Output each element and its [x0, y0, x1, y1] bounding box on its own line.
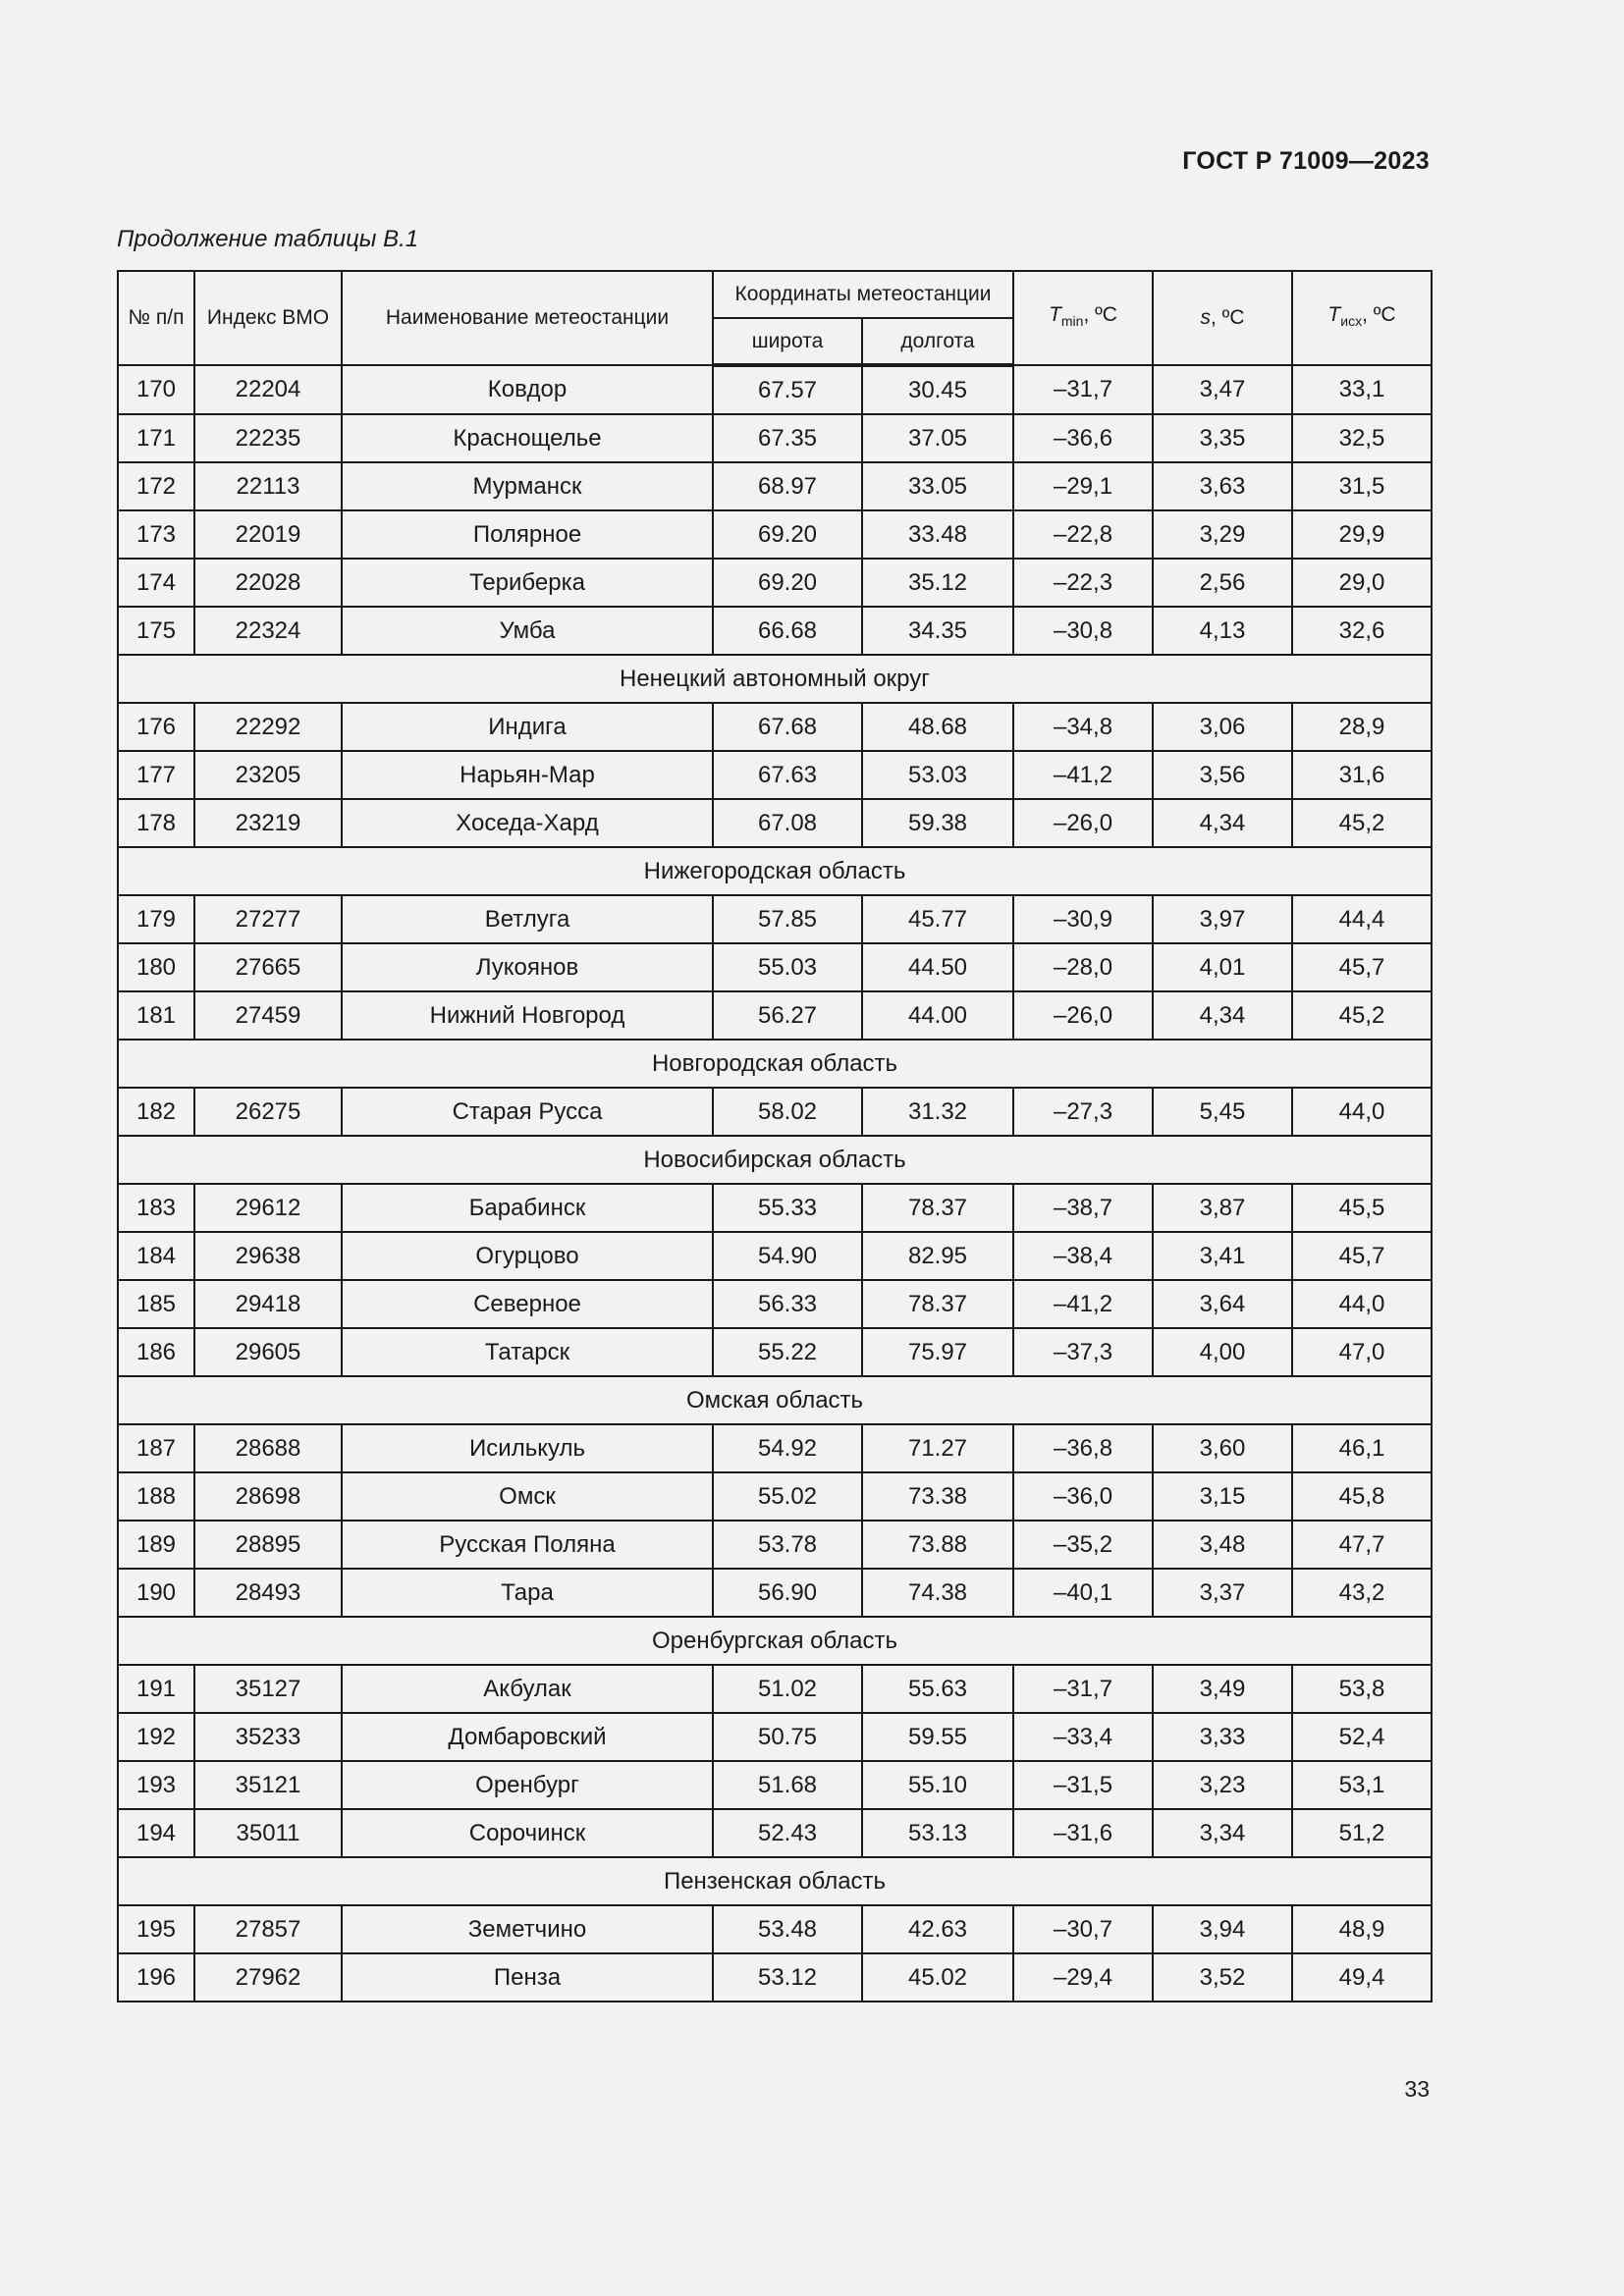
cell-lon: 34.35: [862, 607, 1013, 655]
cell-lat: 68.97: [713, 462, 862, 510]
cell-tisx: 51,2: [1292, 1809, 1432, 1857]
cell-lat: 55.03: [713, 943, 862, 991]
cell-name: Нижний Новгород: [342, 991, 713, 1040]
document-code: ГОСТ Р 71009—2023: [1182, 147, 1430, 175]
region-name: Ненецкий автономный округ: [118, 655, 1432, 703]
cell-tmin: –35,2: [1013, 1521, 1153, 1569]
s-unit: , ºC: [1211, 306, 1245, 329]
table-row: [118, 991, 1432, 1040]
cell-tmin: –38,7: [1013, 1184, 1153, 1232]
stations-table: [117, 270, 1433, 2002]
cell-name: Индига: [342, 703, 713, 751]
cell-tisx: 52,4: [1292, 1713, 1432, 1761]
cell-tisx: 47,0: [1292, 1328, 1432, 1376]
cell-s: 3,97: [1153, 895, 1292, 943]
table-row: [118, 1184, 1432, 1232]
cell-tisx: 45,5: [1292, 1184, 1432, 1232]
cell-index: 35121: [194, 1761, 342, 1809]
cell-name: Пенза: [342, 1953, 713, 2002]
cell-s: 3,15: [1153, 1472, 1292, 1521]
cell-lon: 73.38: [862, 1472, 1013, 1521]
cell-tisx: 33,1: [1292, 365, 1432, 414]
table-row: [118, 510, 1432, 559]
cell-name: Исилькуль: [342, 1424, 713, 1472]
cell-tmin: –40,1: [1013, 1569, 1153, 1617]
col-header-tisx: [1292, 271, 1432, 365]
cell-index: 27962: [194, 1953, 342, 2002]
cell-lon: 48.68: [862, 703, 1013, 751]
cell-tmin: –31,7: [1013, 365, 1153, 414]
table-row: [118, 1280, 1432, 1328]
s-symbol: s: [1200, 306, 1211, 329]
table-body: [118, 365, 1432, 2002]
col-header-coords: Координаты метеостанции: [713, 271, 1013, 318]
cell-tmin: –34,8: [1013, 703, 1153, 751]
cell-name: Лукоянов: [342, 943, 713, 991]
cell-tisx: 47,7: [1292, 1521, 1432, 1569]
region-row: [118, 1376, 1432, 1424]
cell-num: 181: [118, 991, 194, 1040]
cell-tmin: –36,0: [1013, 1472, 1153, 1521]
cell-num: 180: [118, 943, 194, 991]
cell-index: 28493: [194, 1569, 342, 1617]
cell-tmin: –33,4: [1013, 1713, 1153, 1761]
cell-lat: 54.92: [713, 1424, 862, 1472]
cell-lon: 55.10: [862, 1761, 1013, 1809]
tmin-symbol: T: [1049, 303, 1061, 326]
table-row: [118, 1328, 1432, 1376]
table-row: [118, 799, 1432, 847]
cell-lon: 74.38: [862, 1569, 1013, 1617]
table-row: [118, 1088, 1432, 1136]
table-row: [118, 703, 1432, 751]
region-name: Новгородская область: [118, 1040, 1432, 1088]
cell-lon: 31.32: [862, 1088, 1013, 1136]
cell-lon: 33.48: [862, 510, 1013, 559]
cell-tisx: 29,0: [1292, 559, 1432, 607]
cell-lon: 37.05: [862, 414, 1013, 462]
cell-tmin: –26,0: [1013, 991, 1153, 1040]
cell-lon: 71.27: [862, 1424, 1013, 1472]
cell-tisx: 45,2: [1292, 991, 1432, 1040]
col-header-index: Индекс ВМО: [194, 271, 342, 365]
cell-lon: 73.88: [862, 1521, 1013, 1569]
cell-name: Нарьян-Мар: [342, 751, 713, 799]
cell-num: 171: [118, 414, 194, 462]
cell-name: Земетчино: [342, 1905, 713, 1953]
cell-tmin: –31,5: [1013, 1761, 1153, 1809]
cell-s: 3,35: [1153, 414, 1292, 462]
cell-index: 22019: [194, 510, 342, 559]
cell-num: 194: [118, 1809, 194, 1857]
cell-tmin: –37,3: [1013, 1328, 1153, 1376]
cell-index: 35233: [194, 1713, 342, 1761]
cell-s: 5,45: [1153, 1088, 1292, 1136]
cell-tmin: –41,2: [1013, 751, 1153, 799]
cell-lon: 53.13: [862, 1809, 1013, 1857]
cell-name: Ковдор: [342, 365, 713, 414]
cell-tmin: –30,9: [1013, 895, 1153, 943]
cell-s: 3,60: [1153, 1424, 1292, 1472]
cell-lat: 56.27: [713, 991, 862, 1040]
cell-lat: 52.43: [713, 1809, 862, 1857]
tisx-subscript: исх: [1340, 313, 1363, 329]
cell-tisx: 32,6: [1292, 607, 1432, 655]
cell-name: Татарск: [342, 1328, 713, 1376]
cell-name: Омск: [342, 1472, 713, 1521]
cell-s: 4,13: [1153, 607, 1292, 655]
cell-num: 187: [118, 1424, 194, 1472]
cell-tisx: 45,7: [1292, 943, 1432, 991]
cell-tmin: –36,8: [1013, 1424, 1153, 1472]
cell-s: 3,23: [1153, 1761, 1292, 1809]
cell-index: 22235: [194, 414, 342, 462]
cell-lat: 54.90: [713, 1232, 862, 1280]
cell-tisx: 44,4: [1292, 895, 1432, 943]
cell-index: 29612: [194, 1184, 342, 1232]
cell-name: Старая Русса: [342, 1088, 713, 1136]
cell-tmin: –31,7: [1013, 1665, 1153, 1713]
cell-lon: 42.63: [862, 1905, 1013, 1953]
cell-tisx: 53,1: [1292, 1761, 1432, 1809]
cell-lat: 69.20: [713, 510, 862, 559]
cell-tmin: –28,0: [1013, 943, 1153, 991]
cell-num: 179: [118, 895, 194, 943]
cell-tisx: 29,9: [1292, 510, 1432, 559]
cell-index: 28688: [194, 1424, 342, 1472]
cell-tisx: 45,8: [1292, 1472, 1432, 1521]
table-row: [118, 1905, 1432, 1953]
cell-tmin: –36,6: [1013, 414, 1153, 462]
cell-index: 27459: [194, 991, 342, 1040]
cell-lat: 67.57: [713, 365, 862, 414]
table-row: [118, 365, 1432, 414]
cell-lat: 67.35: [713, 414, 862, 462]
cell-index: 28698: [194, 1472, 342, 1521]
cell-tisx: 31,6: [1292, 751, 1432, 799]
cell-tmin: –29,4: [1013, 1953, 1153, 2002]
cell-lat: 51.68: [713, 1761, 862, 1809]
cell-lon: 82.95: [862, 1232, 1013, 1280]
cell-lon: 44.00: [862, 991, 1013, 1040]
cell-index: 29605: [194, 1328, 342, 1376]
table-row: [118, 1472, 1432, 1521]
table-row: [118, 1953, 1432, 2002]
table-row: [118, 1809, 1432, 1857]
cell-index: 22204: [194, 365, 342, 414]
cell-tisx: 45,7: [1292, 1232, 1432, 1280]
cell-index: 29638: [194, 1232, 342, 1280]
cell-tmin: –30,7: [1013, 1905, 1153, 1953]
cell-name: Хоседа-Хард: [342, 799, 713, 847]
cell-num: 174: [118, 559, 194, 607]
cell-tisx: 46,1: [1292, 1424, 1432, 1472]
cell-num: 176: [118, 703, 194, 751]
cell-lon: 30.45: [862, 365, 1013, 414]
cell-lon: 78.37: [862, 1280, 1013, 1328]
cell-s: 4,34: [1153, 991, 1292, 1040]
cell-num: 175: [118, 607, 194, 655]
region-name: Оренбургская область: [118, 1617, 1432, 1665]
cell-tisx: 44,0: [1292, 1088, 1432, 1136]
cell-num: 183: [118, 1184, 194, 1232]
cell-index: 28895: [194, 1521, 342, 1569]
col-header-lat: широта: [713, 318, 862, 365]
cell-name: Сорочинск: [342, 1809, 713, 1857]
cell-s: 4,00: [1153, 1328, 1292, 1376]
region-row: [118, 1040, 1432, 1088]
cell-s: 3,41: [1153, 1232, 1292, 1280]
cell-tmin: –27,3: [1013, 1088, 1153, 1136]
cell-num: 178: [118, 799, 194, 847]
cell-tisx: 48,9: [1292, 1905, 1432, 1953]
cell-tmin: –22,8: [1013, 510, 1153, 559]
cell-index: 35127: [194, 1665, 342, 1713]
table-row: [118, 462, 1432, 510]
cell-lat: 67.08: [713, 799, 862, 847]
table-row: [118, 559, 1432, 607]
cell-s: 2,56: [1153, 559, 1292, 607]
cell-tmin: –31,6: [1013, 1809, 1153, 1857]
cell-tmin: –29,1: [1013, 462, 1153, 510]
cell-s: 3,87: [1153, 1184, 1292, 1232]
cell-lat: 53.12: [713, 1953, 862, 2002]
table-row: [118, 1232, 1432, 1280]
cell-lat: 56.33: [713, 1280, 862, 1328]
cell-index: 27857: [194, 1905, 342, 1953]
tmin-unit: , ºC: [1083, 303, 1117, 326]
tisx-symbol: T: [1327, 303, 1341, 326]
cell-s: 3,63: [1153, 462, 1292, 510]
cell-index: 27665: [194, 943, 342, 991]
cell-num: 196: [118, 1953, 194, 2002]
cell-index: 26275: [194, 1088, 342, 1136]
cell-lat: 57.85: [713, 895, 862, 943]
cell-tisx: 49,4: [1292, 1953, 1432, 2002]
cell-num: 173: [118, 510, 194, 559]
cell-s: 3,94: [1153, 1905, 1292, 1953]
cell-name: Барабинск: [342, 1184, 713, 1232]
cell-name: Русская Поляна: [342, 1521, 713, 1569]
cell-num: 195: [118, 1905, 194, 1953]
table-row: [118, 607, 1432, 655]
cell-num: 185: [118, 1280, 194, 1328]
cell-num: 189: [118, 1521, 194, 1569]
cell-s: 3,34: [1153, 1809, 1292, 1857]
col-header-tmin: [1013, 271, 1153, 365]
cell-lat: 56.90: [713, 1569, 862, 1617]
cell-tisx: 43,2: [1292, 1569, 1432, 1617]
cell-lat: 67.63: [713, 751, 862, 799]
cell-name: Териберка: [342, 559, 713, 607]
cell-num: 192: [118, 1713, 194, 1761]
cell-lat: 53.48: [713, 1905, 862, 1953]
cell-num: 193: [118, 1761, 194, 1809]
table-row: [118, 414, 1432, 462]
cell-name: Акбулак: [342, 1665, 713, 1713]
cell-index: 35011: [194, 1809, 342, 1857]
cell-index: 23219: [194, 799, 342, 847]
cell-num: 191: [118, 1665, 194, 1713]
cell-num: 184: [118, 1232, 194, 1280]
cell-name: Ветлуга: [342, 895, 713, 943]
region-name: Новосибирская область: [118, 1136, 1432, 1184]
cell-num: 177: [118, 751, 194, 799]
cell-lon: 59.55: [862, 1713, 1013, 1761]
cell-index: 22028: [194, 559, 342, 607]
cell-lat: 66.68: [713, 607, 862, 655]
cell-s: 3,29: [1153, 510, 1292, 559]
cell-lat: 69.20: [713, 559, 862, 607]
cell-name: Умба: [342, 607, 713, 655]
table-row: [118, 895, 1432, 943]
cell-tisx: 53,8: [1292, 1665, 1432, 1713]
cell-lat: 58.02: [713, 1088, 862, 1136]
table-row: [118, 1713, 1432, 1761]
cell-index: 29418: [194, 1280, 342, 1328]
cell-name: Краснощелье: [342, 414, 713, 462]
cell-s: 3,64: [1153, 1280, 1292, 1328]
tisx-unit: , ºC: [1362, 303, 1396, 326]
cell-s: 3,06: [1153, 703, 1292, 751]
cell-num: 182: [118, 1088, 194, 1136]
cell-s: 3,56: [1153, 751, 1292, 799]
table-row: [118, 1761, 1432, 1809]
cell-tmin: –22,3: [1013, 559, 1153, 607]
cell-tisx: 32,5: [1292, 414, 1432, 462]
cell-tisx: 31,5: [1292, 462, 1432, 510]
region-row: [118, 1857, 1432, 1905]
cell-index: 22292: [194, 703, 342, 751]
cell-lon: 59.38: [862, 799, 1013, 847]
table-row: [118, 1424, 1432, 1472]
cell-name: Огурцово: [342, 1232, 713, 1280]
cell-s: 3,37: [1153, 1569, 1292, 1617]
cell-s: 4,34: [1153, 799, 1292, 847]
cell-num: 186: [118, 1328, 194, 1376]
cell-index: 23205: [194, 751, 342, 799]
col-header-lon: долгота: [862, 318, 1013, 365]
table-row: [118, 1569, 1432, 1617]
cell-tmin: –26,0: [1013, 799, 1153, 847]
cell-lon: 45.77: [862, 895, 1013, 943]
cell-index: 27277: [194, 895, 342, 943]
cell-lat: 67.68: [713, 703, 862, 751]
cell-tmin: –38,4: [1013, 1232, 1153, 1280]
region-row: [118, 847, 1432, 895]
cell-lon: 78.37: [862, 1184, 1013, 1232]
cell-s: 4,01: [1153, 943, 1292, 991]
table-row: [118, 943, 1432, 991]
col-header-s: [1153, 271, 1292, 365]
cell-name: Полярное: [342, 510, 713, 559]
cell-lat: 55.22: [713, 1328, 862, 1376]
table-caption: Продолжение таблицы В.1: [117, 226, 419, 252]
cell-lat: 55.02: [713, 1472, 862, 1521]
cell-index: 22113: [194, 462, 342, 510]
table-row: [118, 751, 1432, 799]
cell-lat: 55.33: [713, 1184, 862, 1232]
cell-lon: 45.02: [862, 1953, 1013, 2002]
cell-num: 188: [118, 1472, 194, 1521]
cell-lon: 44.50: [862, 943, 1013, 991]
cell-lat: 50.75: [713, 1713, 862, 1761]
region-row: [118, 1617, 1432, 1665]
region-row: [118, 1136, 1432, 1184]
table-row: [118, 1665, 1432, 1713]
cell-name: Оренбург: [342, 1761, 713, 1809]
cell-num: 172: [118, 462, 194, 510]
cell-name: Тара: [342, 1569, 713, 1617]
cell-lat: 53.78: [713, 1521, 862, 1569]
page-number: 33: [1404, 2076, 1430, 2102]
tmin-subscript: min: [1060, 313, 1084, 329]
cell-index: 22324: [194, 607, 342, 655]
cell-name: Домбаровский: [342, 1713, 713, 1761]
cell-s: 3,52: [1153, 1953, 1292, 2002]
region-row: [118, 655, 1432, 703]
cell-lat: 51.02: [713, 1665, 862, 1713]
cell-tisx: 28,9: [1292, 703, 1432, 751]
cell-name: Северное: [342, 1280, 713, 1328]
cell-lon: 35.12: [862, 559, 1013, 607]
region-name: Омская область: [118, 1376, 1432, 1424]
cell-lon: 75.97: [862, 1328, 1013, 1376]
cell-tisx: 45,2: [1292, 799, 1432, 847]
cell-name: Мурманск: [342, 462, 713, 510]
region-name: Пензенская область: [118, 1857, 1432, 1905]
col-header-name: Наименование метеостанции: [342, 271, 713, 365]
cell-num: 190: [118, 1569, 194, 1617]
region-name: Нижегородская область: [118, 847, 1432, 895]
cell-s: 3,48: [1153, 1521, 1292, 1569]
col-header-num: № п/п: [118, 271, 194, 365]
cell-lon: 55.63: [862, 1665, 1013, 1713]
cell-lon: 53.03: [862, 751, 1013, 799]
cell-tmin: –30,8: [1013, 607, 1153, 655]
table-row: [118, 1521, 1432, 1569]
table-header: [118, 271, 1432, 365]
cell-s: 3,49: [1153, 1665, 1292, 1713]
cell-s: 3,33: [1153, 1713, 1292, 1761]
cell-tisx: 44,0: [1292, 1280, 1432, 1328]
cell-tmin: –41,2: [1013, 1280, 1153, 1328]
cell-num: 170: [118, 365, 194, 414]
cell-s: 3,47: [1153, 365, 1292, 414]
cell-lon: 33.05: [862, 462, 1013, 510]
